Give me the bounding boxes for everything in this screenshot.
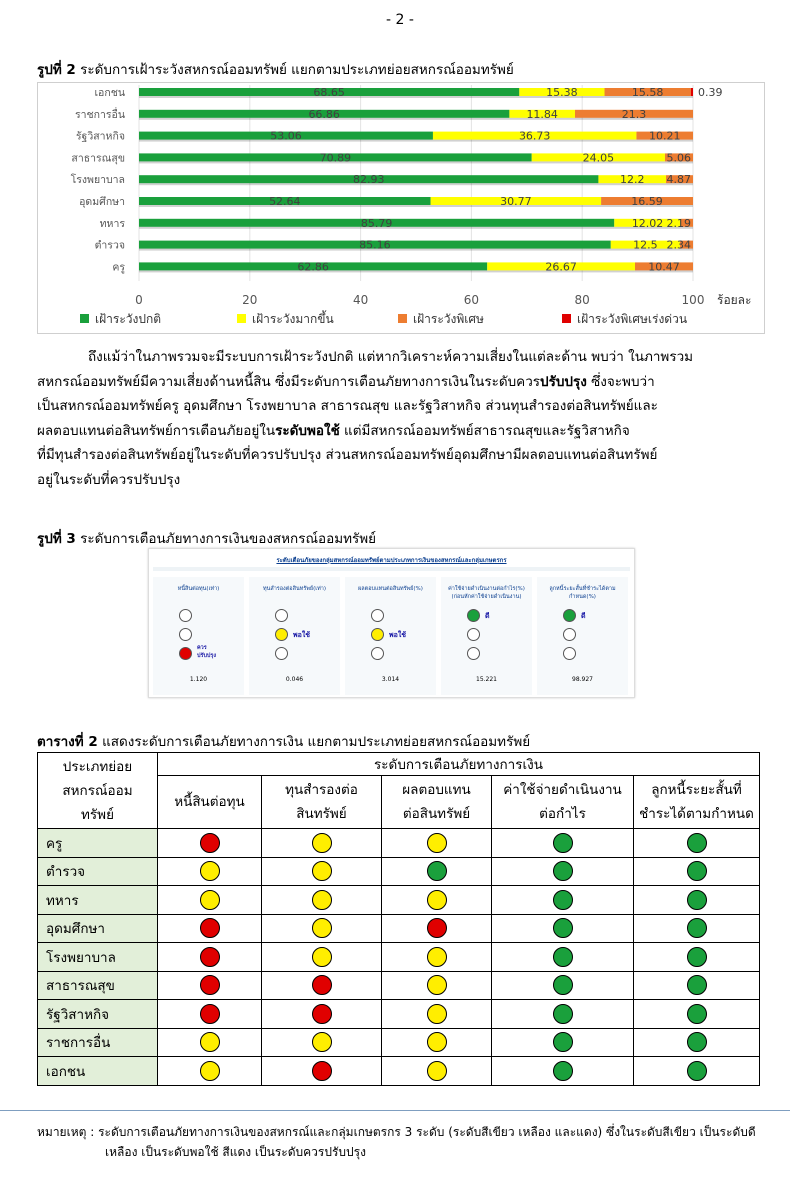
level-cell bbox=[158, 914, 262, 943]
paragraph-emphasis-improve: ปรับปรุง bbox=[540, 373, 587, 390]
data-label: 16.59 bbox=[631, 195, 663, 208]
data-label: 24.05 bbox=[582, 151, 615, 165]
yellow-status-dot bbox=[200, 1032, 220, 1052]
yellow-status-dot bbox=[312, 833, 332, 853]
yellow-status-dot bbox=[312, 861, 332, 881]
level-cell bbox=[634, 1000, 760, 1029]
row-name: รัฐวิสาหกิจ bbox=[38, 1000, 158, 1029]
green-status-dot bbox=[553, 947, 573, 967]
paragraph-line-2-c: ซึ่งจะพบว่า bbox=[586, 373, 655, 390]
lamp-label-line: ปรับปรุง bbox=[197, 653, 217, 659]
data-label: 11.84 bbox=[526, 107, 558, 121]
data-label: 12.2 bbox=[619, 173, 645, 187]
x-tick-label: 100 bbox=[681, 293, 705, 307]
level-cell bbox=[492, 1000, 634, 1029]
data-label: 62.86 bbox=[297, 260, 329, 274]
lamp-label bbox=[293, 630, 310, 641]
x-tick-label: 40 bbox=[352, 293, 369, 307]
green-status-dot bbox=[687, 861, 707, 881]
data-label: 68.65 bbox=[313, 86, 345, 99]
data-label: 52.64 bbox=[269, 195, 301, 208]
table-row bbox=[38, 943, 760, 972]
red-status-dot bbox=[200, 918, 220, 938]
yellow-status-dot bbox=[427, 975, 447, 995]
indicator-value: 0.046 bbox=[285, 676, 304, 683]
category-label: เอกชน bbox=[94, 87, 125, 99]
figure2-chart bbox=[37, 82, 765, 334]
paragraph-line-2 bbox=[37, 370, 762, 395]
x-tick-label: 20 bbox=[242, 293, 258, 307]
level-cell bbox=[492, 1057, 634, 1086]
data-label: 30.77 bbox=[500, 195, 532, 208]
lamp-label bbox=[581, 611, 586, 622]
traffic-lamp bbox=[563, 609, 576, 622]
level-cell bbox=[158, 857, 262, 886]
yellow-status-dot bbox=[427, 890, 447, 910]
paragraph-line-1: ถึงแม้ว่าในภาพรวมจะมีระบบการเฝ้าระวังปกติ แต่หากวิเคราะห์ความเสี่ยงในแต่ละด้าน พบว่า ในภาพรวม bbox=[88, 349, 694, 365]
level-cell bbox=[634, 1028, 760, 1057]
figure3-caption-label: รูปที่ 3 bbox=[37, 531, 76, 547]
traffic-lamp bbox=[371, 628, 384, 641]
green-status-dot bbox=[553, 1004, 573, 1024]
row-name: อุดมศึกษา bbox=[38, 914, 158, 943]
bar-segment bbox=[691, 88, 693, 96]
red-status-dot bbox=[427, 918, 447, 938]
row-name: ตำรวจ bbox=[38, 857, 158, 886]
footnote bbox=[37, 1122, 767, 1162]
warning-dashboard bbox=[148, 548, 635, 698]
level-cell bbox=[382, 886, 492, 915]
indicator-header: ผลตอบแทนต่อสินทรัพย์(%) bbox=[358, 586, 423, 592]
indicator-value: 15.221 bbox=[476, 676, 497, 683]
level-cell bbox=[262, 1028, 382, 1057]
traffic-lamp bbox=[179, 628, 192, 641]
col-header-line: สินทรัพย์ bbox=[296, 806, 347, 822]
level-cell bbox=[492, 971, 634, 1000]
data-label: 10.47 bbox=[648, 260, 680, 274]
traffic-lamp bbox=[467, 628, 480, 641]
data-label: 2.34 bbox=[666, 238, 691, 252]
yellow-status-dot bbox=[427, 1004, 447, 1024]
data-label: 5.06 bbox=[666, 151, 691, 165]
row-name: ครู bbox=[38, 829, 158, 858]
bar-shadow bbox=[691, 96, 693, 98]
rowhead-line: ประเภทย่อย bbox=[62, 758, 133, 775]
indicator-value: 3.014 bbox=[381, 676, 400, 683]
data-label: 85.16 bbox=[359, 238, 391, 252]
level-cell bbox=[262, 971, 382, 1000]
level-cell bbox=[634, 829, 760, 858]
table-col-header bbox=[634, 776, 760, 829]
data-label: 85.79 bbox=[360, 216, 393, 230]
level-cell bbox=[262, 886, 382, 915]
level-cell bbox=[262, 1000, 382, 1029]
row-name: เอกชน bbox=[38, 1057, 158, 1086]
level-cell bbox=[634, 1057, 760, 1086]
level-cell bbox=[262, 829, 382, 858]
data-label: 15.58 bbox=[631, 86, 664, 99]
green-status-dot bbox=[553, 833, 573, 853]
red-status-dot bbox=[200, 1004, 220, 1024]
table-row bbox=[38, 971, 760, 1000]
footer-rule bbox=[0, 1110, 790, 1111]
table-row bbox=[38, 1028, 760, 1057]
traffic-lamp bbox=[179, 609, 192, 622]
category-label: ทหาร bbox=[99, 217, 125, 230]
green-status-dot bbox=[553, 861, 573, 881]
data-label: 12.02 bbox=[631, 216, 664, 230]
level-cell bbox=[382, 1057, 492, 1086]
paragraph-line-4-a: ผลตอบแทนต่อสินทรัพย์การเตือนภัยอยู่ใน bbox=[37, 422, 276, 439]
level-cell bbox=[262, 1057, 382, 1086]
traffic-lamp bbox=[371, 647, 384, 660]
level-cell bbox=[492, 829, 634, 858]
level-cell bbox=[492, 886, 634, 915]
level-cell bbox=[382, 971, 492, 1000]
paragraph-line-2-a: สหกรณ์ออมทรัพย์มีความเสี่ยงด้านหนี้สิน ซึ่งมีระดับการเตือนภัยทางการเงินในระดับควร bbox=[37, 373, 541, 390]
paragraph-line-6: อยู่ในระดับที่ควรปรับปรุง bbox=[37, 471, 181, 488]
col-header-line: ค่าใช้จ่ายดำเนินงาน bbox=[503, 782, 622, 798]
x-tick-label: 80 bbox=[574, 293, 590, 307]
footnote-line-2: เหลือง เป็นระดับพอใช้ สีแดง เป็นระดับควรปรับปรุง bbox=[105, 1145, 366, 1159]
category-label: สาธารณสุข bbox=[71, 152, 125, 165]
level-cell bbox=[492, 914, 634, 943]
green-status-dot bbox=[687, 1061, 707, 1081]
table2-caption-text: แสดงระดับการเตือนภัยทางการเงิน แยกตามประเภทย่อยสหกรณ์ออมทรัพย์ bbox=[102, 734, 531, 750]
data-label: 26.67 bbox=[545, 260, 577, 274]
paragraph-line-3: เป็นสหกรณ์ออมทรัพย์ครู อุดมศึกษา โรงพยาบาล สาธารณสุข และรัฐวิสาหกิจ ส่วนทุนสำรองต่อสินทรัพย์และ bbox=[37, 398, 658, 415]
figure2-caption-text: ระดับการเฝ้าระวังสหกรณ์ออมทรัพย์ แยกตามประเภทย่อยสหกรณ์ออมทรัพย์ bbox=[80, 62, 514, 78]
table-col-header bbox=[158, 776, 262, 829]
yellow-status-dot bbox=[427, 1032, 447, 1052]
traffic-lamp bbox=[179, 647, 192, 660]
level-cell bbox=[158, 1028, 262, 1057]
yellow-status-dot bbox=[427, 947, 447, 967]
lamp-label-line: พอใช้ bbox=[389, 631, 406, 639]
green-status-dot bbox=[427, 861, 447, 881]
dashboard-indicator bbox=[537, 577, 628, 695]
level-cell bbox=[634, 914, 760, 943]
data-label: 36.73 bbox=[518, 129, 551, 143]
warning-level-table bbox=[37, 752, 760, 1086]
level-cell bbox=[382, 914, 492, 943]
green-status-dot bbox=[687, 975, 707, 995]
table-row bbox=[38, 886, 760, 915]
dashboard-indicator bbox=[441, 577, 532, 695]
legend-label: เฝ้าระวังพิเศษ bbox=[413, 312, 484, 326]
dashboard-indicator bbox=[249, 577, 340, 695]
x-axis-label: ร้อยละ bbox=[717, 293, 752, 307]
lamp-label-line: ดี bbox=[485, 612, 490, 620]
col-header-line: ต่อกำไร bbox=[539, 806, 586, 822]
traffic-lamp bbox=[467, 609, 480, 622]
page-number: - 2 - bbox=[386, 12, 414, 28]
legend-swatch bbox=[562, 314, 571, 323]
data-label: 10.21 bbox=[648, 129, 681, 143]
green-status-dot bbox=[687, 1004, 707, 1024]
stacked-bar-chart bbox=[38, 83, 764, 333]
col-header-line: ลูกหนี้ระยะสั้นที่ bbox=[651, 782, 742, 798]
legend-swatch bbox=[80, 314, 89, 323]
traffic-lamp bbox=[275, 647, 288, 660]
paragraph-line-4-c: แต่มีสหกรณ์ออมทรัพย์สาธารณสุขและรัฐวิสาหกิจ bbox=[339, 422, 630, 439]
level-cell bbox=[382, 1000, 492, 1029]
table-col-header bbox=[262, 776, 382, 829]
figure2-caption bbox=[37, 58, 514, 80]
yellow-status-dot bbox=[312, 890, 332, 910]
category-label: ครู bbox=[112, 261, 125, 274]
level-cell bbox=[158, 971, 262, 1000]
rowhead-line: สหกรณ์ออม bbox=[62, 782, 133, 799]
level-cell bbox=[262, 857, 382, 886]
paragraph-emphasis-fair: ระดับพอใช้ bbox=[275, 422, 340, 439]
level-cell bbox=[382, 1028, 492, 1057]
traffic-lamp bbox=[563, 628, 576, 641]
paragraph-line-5: ที่มีทุนสำรองต่อสินทรัพย์อยู่ในระดับที่ควรปรับปรุง ส่วนสหกรณ์ออมทรัพย์อุดมศึกษามีผลตอบแทนต่อสินทรัพย์ bbox=[37, 447, 658, 464]
legend-label: เฝ้าระวังพิเศษเร่งด่วน bbox=[577, 312, 688, 326]
data-label: 2.19 bbox=[666, 216, 691, 230]
category-label: รัฐวิสาหกิจ bbox=[75, 130, 125, 143]
green-status-dot bbox=[553, 890, 573, 910]
table-row bbox=[38, 1057, 760, 1086]
rowhead-line: ทรัพย์ bbox=[81, 806, 114, 823]
green-status-dot bbox=[553, 1061, 573, 1081]
yellow-status-dot bbox=[312, 918, 332, 938]
yellow-status-dot bbox=[200, 1061, 220, 1081]
yellow-status-dot bbox=[200, 890, 220, 910]
level-cell bbox=[158, 1000, 262, 1029]
data-label: 70.89 bbox=[319, 151, 352, 165]
legend-swatch bbox=[237, 314, 246, 323]
x-tick-label: 0 bbox=[135, 293, 143, 307]
traffic-lamp bbox=[275, 628, 288, 641]
lamp-label-line: พอใช้ bbox=[293, 631, 310, 639]
data-label: 0.39 bbox=[698, 86, 723, 99]
level-cell bbox=[158, 1057, 262, 1086]
green-status-dot bbox=[553, 1032, 573, 1052]
level-cell bbox=[382, 857, 492, 886]
figure2-caption-label: รูปที่ 2 bbox=[37, 62, 76, 78]
level-cell bbox=[262, 943, 382, 972]
yellow-status-dot bbox=[427, 1061, 447, 1081]
figure3-caption-text: ระดับการเตือนภัยทางการเงินของสหกรณ์ออมทรัพย์ bbox=[80, 531, 377, 547]
yellow-status-dot bbox=[200, 861, 220, 881]
green-status-dot bbox=[687, 1032, 707, 1052]
data-label: 15.38 bbox=[546, 86, 578, 99]
category-label: โรงพยาบาล bbox=[70, 174, 125, 187]
data-label: 4.87 bbox=[666, 173, 691, 187]
level-cell bbox=[634, 971, 760, 1000]
row-name: ราชการอื่น bbox=[38, 1028, 158, 1057]
data-label: 21.3 bbox=[621, 107, 647, 121]
level-cell bbox=[634, 857, 760, 886]
indicator-value: 1.120 bbox=[189, 676, 208, 683]
indicator-header: หนี้สินต่อทุน(เท่า) bbox=[177, 586, 220, 592]
table-rowhead bbox=[38, 753, 158, 829]
table2-caption-label: ตารางที่ 2 bbox=[37, 734, 98, 750]
data-label: 82.93 bbox=[352, 173, 385, 187]
indicator-header: ลูกหนี้ระยะสั้นที่ชำระได้ตามกำหนด(%) bbox=[549, 586, 616, 600]
level-cell bbox=[492, 1028, 634, 1057]
red-status-dot bbox=[312, 1004, 332, 1024]
legend-swatch bbox=[398, 314, 407, 323]
data-label: 12.5 bbox=[633, 238, 658, 252]
traffic-lamp bbox=[563, 647, 576, 660]
col-header-line: ผลตอบแทน bbox=[402, 782, 471, 798]
legend-label: เฝ้าระวังปกติ bbox=[95, 312, 162, 326]
level-cell bbox=[634, 943, 760, 972]
lamp-label bbox=[485, 611, 490, 622]
green-status-dot bbox=[687, 918, 707, 938]
paragraph-line-4 bbox=[37, 419, 762, 444]
dashboard-title: ระดับเตือนภัยของกลุ่มสหกรณ์ออมทรัพย์ตามประเภทการเงินของสหกรณ์และกลุ่มเกษตรกร bbox=[276, 557, 507, 564]
yellow-status-dot bbox=[312, 947, 332, 967]
footnote-line-1: หมายเหตุ : ระดับการเตือนภัยทางการเงินของสหกรณ์และกลุ่มเกษตรกร 3 ระดับ (ระดับสีเขียว เหลือง และแดง) ซึ่งในระดับสีเขียว เป็นระดับดี bbox=[37, 1125, 756, 1139]
level-cell bbox=[158, 943, 262, 972]
table-col-header bbox=[382, 776, 492, 829]
lamp-label bbox=[197, 644, 216, 660]
level-cell bbox=[262, 914, 382, 943]
green-status-dot bbox=[687, 890, 707, 910]
red-status-dot bbox=[200, 833, 220, 853]
table2-caption bbox=[37, 730, 530, 752]
red-status-dot bbox=[200, 975, 220, 995]
level-cell bbox=[492, 857, 634, 886]
level-cell bbox=[158, 886, 262, 915]
data-label: 53.06 bbox=[270, 129, 302, 143]
category-label: ราชการอื่น bbox=[74, 108, 125, 121]
table-row bbox=[38, 829, 760, 858]
table-row bbox=[38, 914, 760, 943]
red-status-dot bbox=[200, 947, 220, 967]
level-cell bbox=[382, 943, 492, 972]
level-cell bbox=[382, 829, 492, 858]
col-header-line: ชำระได้ตามกำหนด bbox=[639, 806, 754, 822]
level-cell bbox=[492, 943, 634, 972]
traffic-lamp bbox=[275, 609, 288, 622]
red-status-dot bbox=[312, 975, 332, 995]
indicator-header: ค่าใช้จ่ายดำเนินงานต่อกำไร(%) (ก่อนหักค่าใช้จ่ายดำเนินงาน) bbox=[448, 586, 525, 600]
row-name: โรงพยาบาล bbox=[38, 943, 158, 972]
row-name: สาธารณสุข bbox=[38, 971, 158, 1000]
data-label: 66.86 bbox=[308, 107, 340, 121]
table-col-header bbox=[492, 776, 634, 829]
legend-label: เฝ้าระวังมากขึ้น bbox=[252, 312, 334, 326]
col-header-line: หนี้สินต่อทุน bbox=[174, 794, 245, 810]
green-status-dot bbox=[687, 833, 707, 853]
body-paragraph bbox=[37, 345, 762, 493]
lamp-label bbox=[389, 630, 406, 641]
table-group-header: ระดับการเตือนภัยทางการเงิน bbox=[158, 753, 760, 776]
traffic-lamp bbox=[467, 647, 480, 660]
indicator-value: 98.927 bbox=[572, 676, 593, 683]
figure3-caption bbox=[37, 527, 376, 549]
green-status-dot bbox=[553, 975, 573, 995]
category-label: อุดมศึกษา bbox=[79, 196, 125, 208]
dashboard-indicator bbox=[153, 577, 244, 695]
level-cell bbox=[158, 829, 262, 858]
col-header-line: ต่อสินทรัพย์ bbox=[402, 806, 471, 822]
x-tick-label: 60 bbox=[463, 293, 480, 307]
lamp-label-line: ดี bbox=[581, 612, 586, 620]
yellow-status-dot bbox=[312, 1032, 332, 1052]
green-status-dot bbox=[553, 918, 573, 938]
table-row bbox=[38, 857, 760, 886]
indicator-header: ทุนสำรองต่อสินทรัพย์(เท่า) bbox=[262, 586, 327, 592]
yellow-status-dot bbox=[427, 833, 447, 853]
dashboard-indicator bbox=[345, 577, 436, 695]
level-cell bbox=[634, 886, 760, 915]
col-header-line: ทุนสำรองต่อ bbox=[285, 782, 358, 798]
category-label: ตำรวจ bbox=[94, 239, 125, 252]
traffic-lamp bbox=[371, 609, 384, 622]
green-status-dot bbox=[687, 947, 707, 967]
lamp-label-line: ควร bbox=[197, 645, 207, 651]
dashboard-header-strip bbox=[153, 567, 630, 571]
red-status-dot bbox=[312, 1061, 332, 1081]
table-row bbox=[38, 1000, 760, 1029]
row-name: ทหาร bbox=[38, 886, 158, 915]
